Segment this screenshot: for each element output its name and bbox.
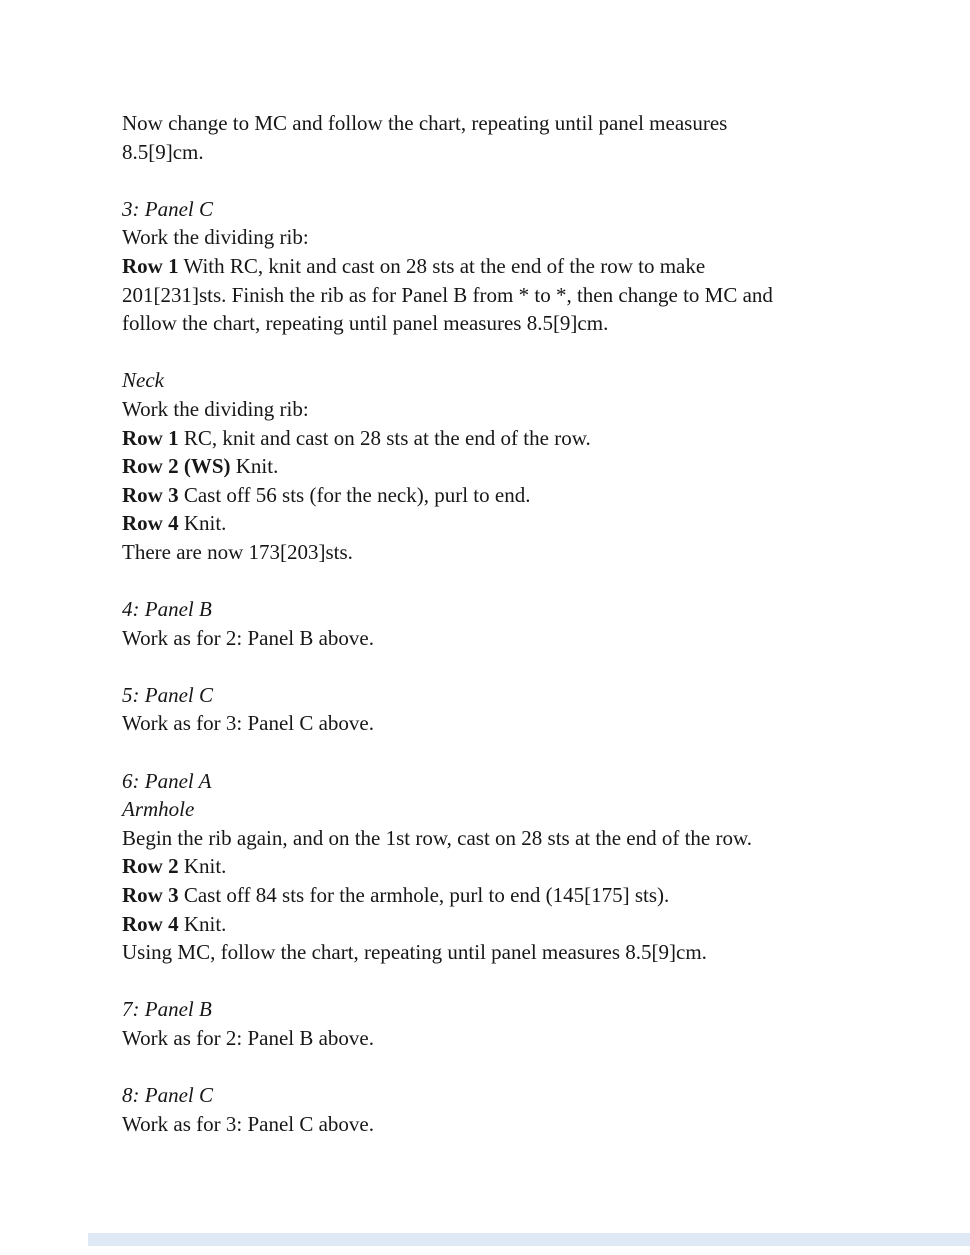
text-line: Work as for 3: Panel C above. xyxy=(122,1111,374,1136)
text-line: Work as for 2: Panel B above. xyxy=(122,625,374,650)
row-instruction xyxy=(122,252,862,281)
text-line: Work as for 3: Panel C above. xyxy=(122,711,374,736)
section-heading: 8: Panel C xyxy=(122,1083,213,1108)
text-line: Work as for 2: Panel B above. xyxy=(122,1026,374,1050)
row-label: Row 3 xyxy=(122,883,179,908)
row-instruction xyxy=(122,424,862,453)
row-text: Cast off 84 sts for the armhole, purl to end (145[175] sts). xyxy=(178,883,670,908)
section-6-panel-a xyxy=(122,767,862,967)
row-instruction xyxy=(122,852,862,881)
section-4-panel-b xyxy=(122,595,862,652)
row-text: Knit. xyxy=(178,854,227,879)
row-instruction xyxy=(122,481,862,510)
text-line: There are now 173[203]sts. xyxy=(122,539,353,564)
scan-edge-artifact-bar xyxy=(88,1233,970,1246)
text-line: 8.5[9]cm. xyxy=(122,139,204,164)
document-content xyxy=(122,109,862,1138)
row-label: Row 1 xyxy=(122,425,179,450)
row-text: Cast off 56 sts (for the neck), purl to end. xyxy=(178,482,531,507)
text-line: 201[231]sts. Finish the rib as for Panel B from * to *, then change to MC and xyxy=(122,282,773,307)
row-instruction xyxy=(122,910,862,939)
section-heading: Neck xyxy=(122,368,164,393)
row-text: Knit. xyxy=(178,511,227,536)
row-text: Knit. xyxy=(230,454,279,479)
section-5-panel-c xyxy=(122,681,862,738)
section-heading: 6: Panel A xyxy=(122,768,212,793)
row-label: Row 1 xyxy=(122,253,179,278)
section-7-panel-b xyxy=(122,995,862,1052)
row-label: Row 4 xyxy=(122,511,179,536)
text-line: Work the dividing rib: xyxy=(122,225,309,250)
paragraph-mc-chart xyxy=(122,109,862,166)
text-line: Now change to MC and follow the chart, repeating until panel measures xyxy=(122,111,728,135)
section-neck xyxy=(122,366,862,566)
row-instruction xyxy=(122,452,862,481)
row-text: RC, knit and cast on 28 sts at the end of the row. xyxy=(178,425,591,450)
row-label: Row 2 xyxy=(122,854,179,879)
section-heading: 4: Panel B xyxy=(122,597,212,622)
row-text: With RC, knit and cast on 28 sts at the end of the row to make xyxy=(178,253,706,278)
text-line: Work the dividing rib: xyxy=(122,396,309,421)
section-heading: 5: Panel C xyxy=(122,682,213,707)
section-8-panel-c xyxy=(122,1081,862,1138)
text-line: follow the chart, repeating until panel measures 8.5[9]cm. xyxy=(122,311,609,336)
section-heading: 3: Panel C xyxy=(122,196,213,221)
row-label: Row 4 xyxy=(122,911,179,936)
row-instruction xyxy=(122,881,862,910)
section-subheading: Armhole xyxy=(122,797,195,822)
row-label: Row 3 xyxy=(122,482,179,507)
section-heading: 7: Panel B xyxy=(122,997,212,1022)
row-text: Knit. xyxy=(178,911,227,936)
text-line: Using MC, follow the chart, repeating until panel measures 8.5[9]cm. xyxy=(122,940,707,965)
row-label: Row 2 (WS) xyxy=(122,454,231,479)
row-instruction xyxy=(122,509,862,538)
text-line: Begin the rib again, and on the 1st row, cast on 28 sts at the end of the row. xyxy=(122,825,753,850)
section-3-panel-c xyxy=(122,195,862,338)
